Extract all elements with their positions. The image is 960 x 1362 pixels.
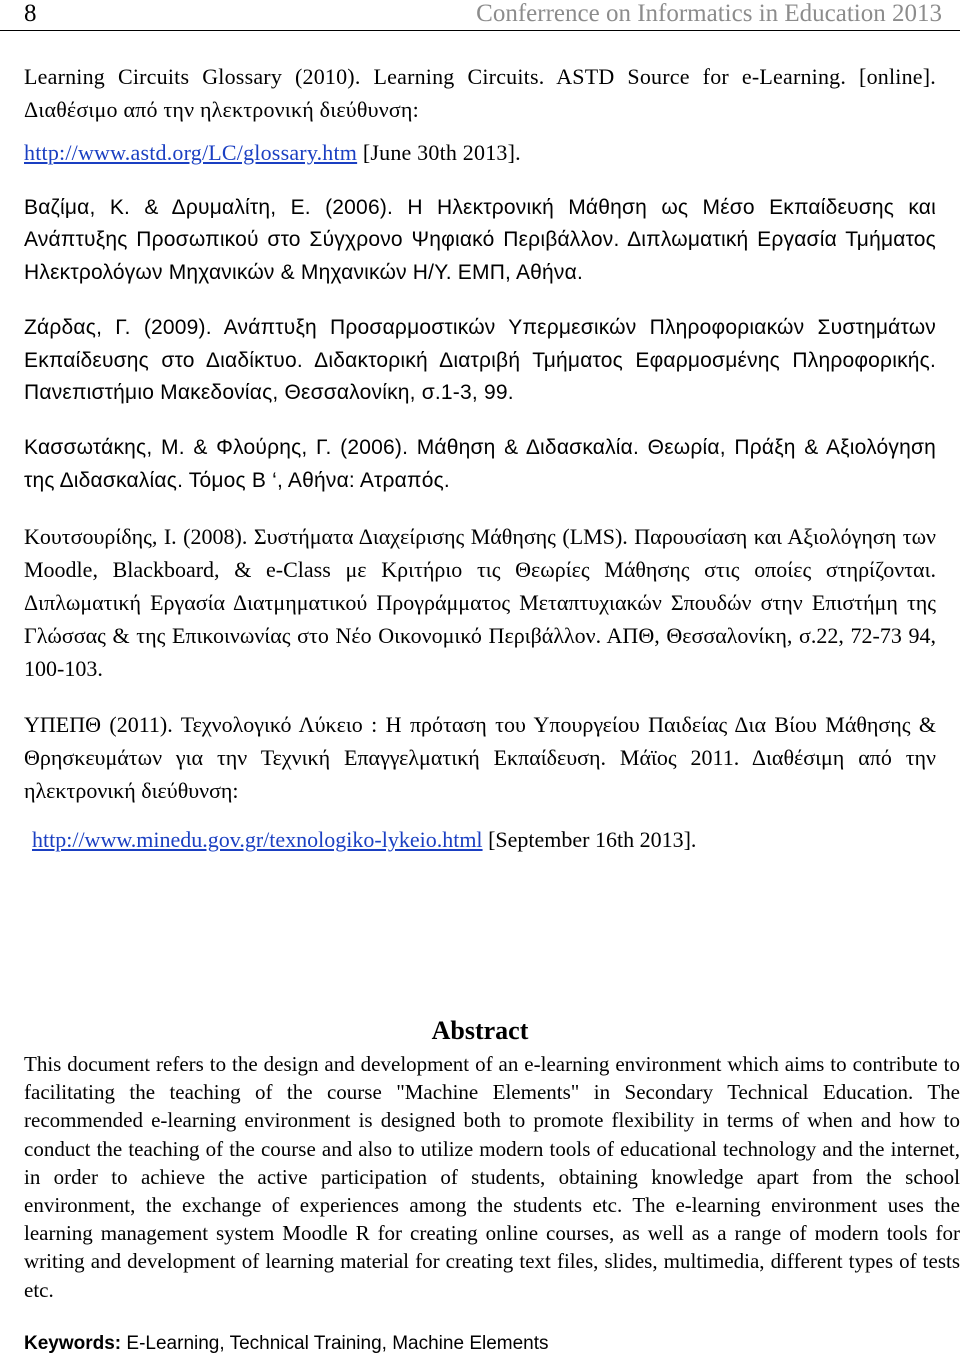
page-number: 8: [24, 0, 37, 27]
reference-link-minedu[interactable]: http://www.minedu.gov.gr/texnologiko-lykeio.html: [32, 827, 483, 853]
references-list: [24, 60, 936, 856]
reference-ypepth: [24, 708, 936, 856]
reference-date: [June 30th 2013].: [357, 140, 521, 165]
keywords-line: [24, 1333, 944, 1355]
reference-text: ΥΠΕΠΘ (2011). Τεχνολογικό Λύκειο : Η πρόταση του Υπουργείου Παιδείας Δια Βίου Μάθησης & Θρησκευμάτων για την Τεχνική Επαγγελματική Εκπαίδευση. Μάϊος 2011. Διαθέσιμη από την ηλεκτρονική διεύθυνση:: [24, 712, 936, 804]
reference-vazima: Βαζίμα, Κ. & Δρυμαλίτη, Ε. (2006). Η Ηλεκτρονική Μάθηση ως Μέσο Εκπαίδευσης και Ανάπτυξης Προσωπικού στο Σύγχρονο Ψηφιακό Περιβάλλον. Διπλωματική Εργασία Τμήματος Ηλεκτρολόγων Μηχανικών & Μηχανικών Η/Υ. ΕΜΠ, Αθήνα.: [24, 196, 936, 284]
keywords-label: Keywords:: [24, 1333, 122, 1354]
reference-link-astd[interactable]: http://www.astd.org/LC/glossary.htm: [24, 140, 358, 165]
reference-koutsouridis: Κουτσουρίδης, Ι. (2008). Συστήματα Διαχείρισης Μάθησης (LMS). Παρουσίαση και Αξιολόγηση των Moodle, Blackboard, & e-Class με Κριτήριο τις Θεωρίες Μάθησης στις οποίες στηρίζονται. Διπλωματική Εργασία Διατμηματικού Προγράμματος Μεταπτυχιακών Σπουδών στην Επιστήμη της Γλώσσας & της Επικοινωνίας στο Νέο Οικονομικό Περιβάλλον. ΑΠΘ, Θεσσαλονίκη, σ.22, 72-73 94, 100-103.: [24, 524, 936, 682]
reference-learning-circuits: [24, 60, 936, 169]
abstract-body: This document refers to the design and development of an e-learning environment which aims to contribute to facilitating the teaching of the course "Machine Elements" in Secondary Technical Education. The recommended e-learning environment is designed both to promote flexibility in terms of when and how to conduct the teaching of the course and also to utilize modern tools of educational technology and the internet, in order to achieve the active participation of students, obtaining knowledge apart from the school environment, the exchange of experiences among the students etc. The e-learning environment uses the learning management system Moodle R for creating online courses, as well as a range of modern tools for writing and development of learning material for creating text files, slides, multimedia, different types of tests etc.: [24, 1052, 960, 1302]
reference-kassotakis: Κασσωτάκης, Μ. & Φλούρης, Γ. (2006). Μάθηση & Διδασκαλία. Θεωρία, Πράξη & Αξιολόγηση της Διδασκαλίας. Τόμος Β ‘, Αθήνα: Ατραπός.: [24, 436, 936, 492]
reference-text: Learning Circuits Glossary (2010). Learning Circuits. ASTD Source for e-Learning. [online]. Διαθέσιμο από την ηλεκτρονική διεύθυνση:: [24, 64, 936, 122]
reference-zardas: Ζάρδας, Γ. (2009). Ανάπτυξη Προσαρμοστικών Υπερμεσικών Πληροφοριακών Συστημάτων Εκπαίδευσης στο Διαδίκτυο. Διδακτορική Διατριβή Τμήματος Εφαρμοσμένης Πληροφορικής. Πανεπιστήμιο Μακεδονίας, Θεσσαλονίκη, σ.1-3, 99.: [24, 316, 936, 405]
reference-date: [September 16th 2013].: [482, 827, 697, 853]
page-header: [0, 0, 960, 31]
abstract-heading: Abstract: [431, 1016, 529, 1045]
keywords-value: E-Learning, Technical Training, Machine Elements: [121, 1333, 549, 1354]
conference-title: Conferrence on Informatics in Education 2013: [476, 0, 942, 27]
